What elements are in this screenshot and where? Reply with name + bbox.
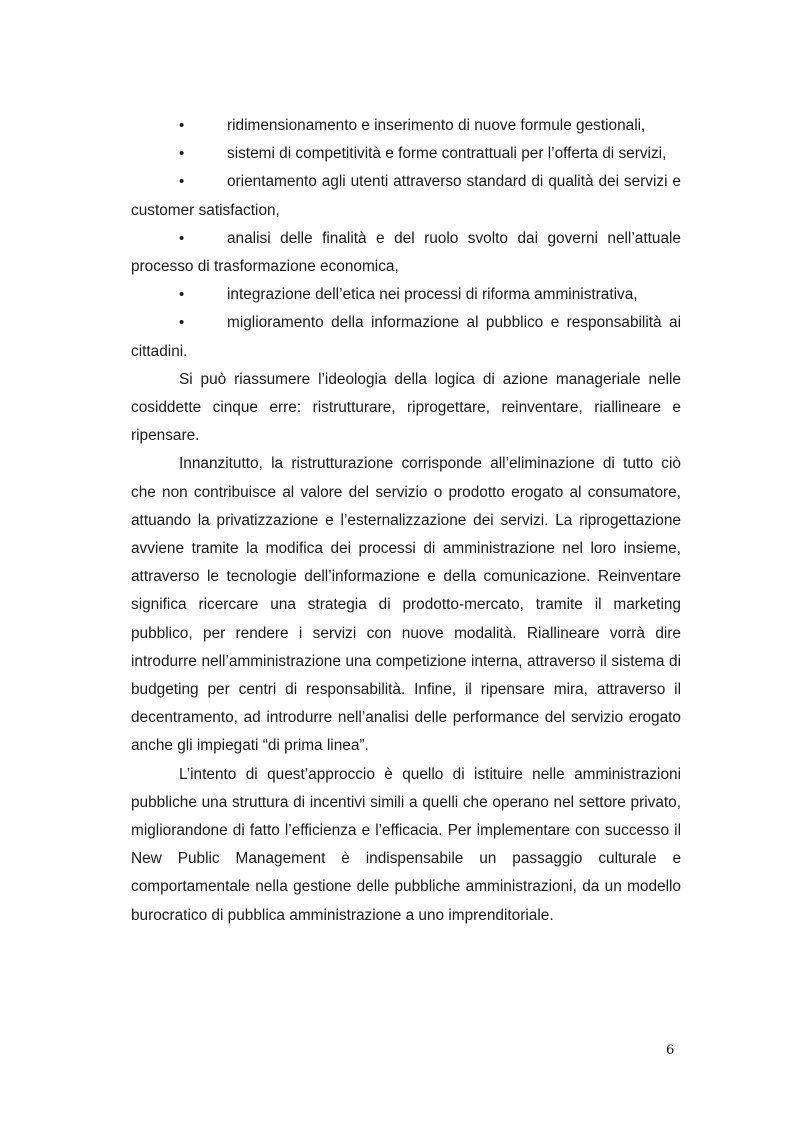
bullet-marker: • xyxy=(179,286,185,304)
bullet-item xyxy=(131,140,681,168)
body-paragraph: Si può riassumere l’ideologia della logica di azione manageriale nelle cosiddette cinque erre: ristrutturare, riprogettare, reinventare, riallineare e ripensare. xyxy=(131,370,681,445)
bullet-text: orientamento agli utenti attraverso standard di qualità dei servizi e customer satisfaction, xyxy=(131,173,681,219)
bullet-item xyxy=(131,281,681,309)
bullet-text: sistemi di competitività e forme contrattuali per l’offerta di servizi, xyxy=(227,145,667,163)
bullet-marker: • xyxy=(179,314,185,332)
bullet-marker: • xyxy=(179,117,185,134)
bullet-item xyxy=(131,309,681,365)
bullet-text: analisi delle finalità e del ruolo svolto dai governi nell’attuale processo di trasformazione economica, xyxy=(131,229,681,276)
bullet-marker: • xyxy=(179,229,185,247)
bullet-item xyxy=(131,112,681,140)
body-paragraph: L’intento di quest’approccio è quello di istituire nelle amministrazioni pubbliche una struttura di incentivi simili a quelli che operano nel settore privato, migliorandone di fatto l’efficienza e l’efficacia. Per implementare con successo il New Public Management è indispensabile un passaggio culturale e comportamentale nella gestione delle pubbliche amministrazioni, da un modello burocratico di pubblica amministrazione a uno imprenditoriale. xyxy=(131,765,681,924)
bullet-marker: • xyxy=(179,145,185,163)
bullet-text: ridimensionamento e inserimento di nuove formule gestionali, xyxy=(227,117,646,134)
page-number: 6 xyxy=(666,1043,675,1058)
bullet-text: integrazione dell’etica nei processi di riforma amministrativa, xyxy=(227,286,638,304)
bullet-item xyxy=(131,225,681,281)
page-body xyxy=(131,112,681,930)
bullet-marker: • xyxy=(179,173,185,191)
bullet-item xyxy=(131,168,681,224)
body-paragraph: Innanzitutto, la ristrutturazione corrisponde all’eliminazione di tutto ciò che non contribuisce al valore del servizio o prodotto erogato al consumatore, attuando la privatizzazione e l’esternalizzazione dei servizi. La riprogettazione avviene tramite la modifica dei processi di amministrazione nel loro insieme, attraverso le tecnologie dell’informazione e della comunicazione. Reinventare significa ricercare una strategia di prodotto-mercato, tramite il marketing pubblico, per rendere i servizi con nuove modalità. Riallineare vorrà dire introdurre nell’amministrazione una competizione interna, attraverso il sistema di budgeting per centri di responsabilità. Infine, il ripensare mira, attraverso il decentramento, ad introdurre nell’analisi delle performance del servizio erogato anche gli impiegati “di prima linea”. xyxy=(131,455,681,755)
bullet-text: miglioramento della informazione al pubblico e responsabilità ai cittadini. xyxy=(131,314,681,360)
